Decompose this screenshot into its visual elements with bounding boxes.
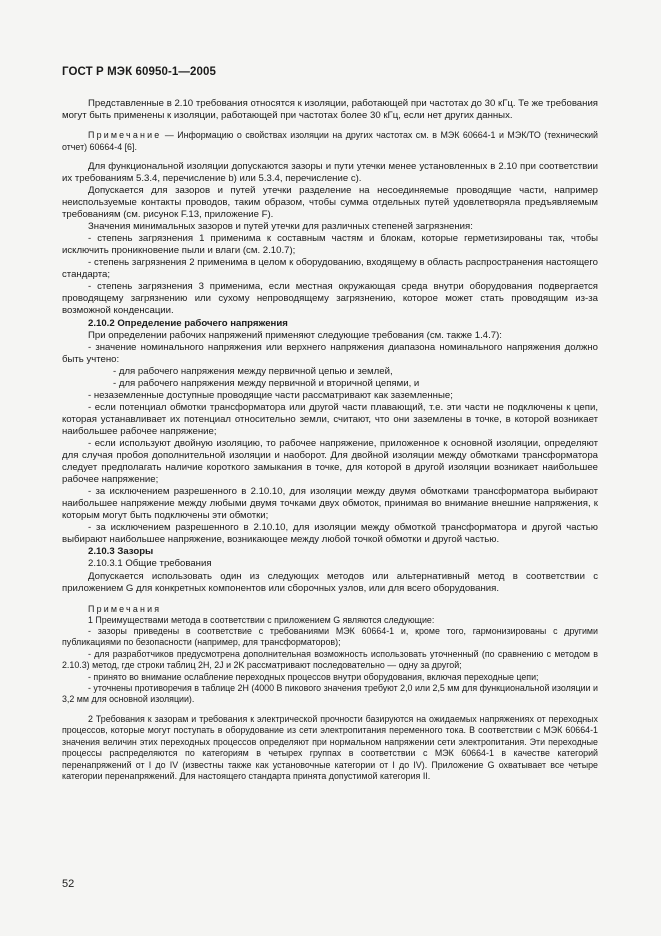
paragraph: Представленные в 2.10 требования относятся к изоляции, работающей при частотах до 30 кГц. Те же требования могут быть применены к изоляции, работающей при частотах более 30 кГц, если нет других данных. [62, 98, 598, 122]
note-item: - зазоры приведены в соответствие с требованиями МЭК 60664-1 и, кроме того, гармонизированы с другими публикациями по безопасности (например, для трансформаторов); [62, 626, 598, 648]
sub-list-item: - для рабочего напряжения между первичной цепью и землей, [113, 365, 393, 377]
list-item: - степень загрязнения 3 применима, если местная окружающая среда внутри оборудования подвергается проводящему загрязнению или сухому непроводящему загрязнению, которое может стать проводящим из-за возможной конденсации. [62, 281, 598, 317]
note [62, 130, 598, 153]
notes-title: Примечания [88, 603, 162, 614]
subsection-heading: 2.10.3.1 Общие требования [88, 558, 212, 570]
note-item: 1 Преимуществами метода в соответствии с приложением G являются следующие: [88, 614, 435, 625]
paragraph: Значения минимальных зазоров и путей утечки для различных степеней загрязнения: [88, 221, 473, 233]
list-item: - степень загрязнения 1 применима к составным частям и блокам, которые герметизированы так, чтобы исключить проникновение пыли и влаги (см. 2.10.7); [62, 233, 598, 257]
page-number: 52 [62, 878, 75, 890]
list-item: - незаземленные доступные проводящие части рассматривают как заземленные; [88, 389, 453, 401]
list-item: - значение номинального напряжения или верхнего напряжения диапазона номинального напряжения должно быть учтено: [62, 341, 598, 365]
document-body [62, 98, 598, 782]
list-item: - за исключением разрешенного в 2.10.10, для изоляции между двумя обмотками трансформатора выбирают наибольшее напряжение между любыми двумя точками двух обмоток, принимая во внимание внешние напряжения, к которым могут быть подключены эти обмотки; [62, 486, 598, 522]
list-item: - если используют двойную изоляцию, то рабочее напряжение, приложенное к основной изоляции, определяют для случая пробоя дополнительной изоляции и наоборот. Для двойной изоляции между обмотками трансформатора следует предполагать наличие короткого замыкания в точке, для которой в другой изоляции возникает наибольшее рабочее напряжение; [62, 437, 598, 486]
section-heading: 2.10.3 Зазоры [88, 546, 154, 558]
note-item: - уточнены противоречия в таблице 2H (4000 В пикового значения требуют 2,0 или 2,5 мм для функциональной изоляции и 3,2 мм для основной изоляции). [62, 683, 598, 705]
document-header: ГОСТ Р МЭК 60950-1—2005 [62, 66, 216, 78]
note-item: 2 Требования к зазорам и требования к электрической прочности базируются на ожидаемых напряжениях от переходных процессов, которые могут поступать в оборудование из сети электропитания переменного тока. В соответствии с МЭК 60664-1 значения величин этих переходных процессов определяют при нормальном напряжении сети электропитания. Эти переходные процессы распределяются по категориям в четырех группах в соответствии с МЭК 60664-1 в качестве категорий перенапряжений от I до IV (известны также как установочные категории от I до IV). Приложение G охватывает все четыре категории перенапряжений. Для настоящего стандарта принята допустимой категория II. [62, 713, 598, 781]
list-item: - степень загрязнения 2 применима в целом к оборудованию, входящему в область распространения настоящего стандарта; [62, 257, 598, 281]
note-text: — Информацию о свойствах изоляции на других частотах см. в МЭК 60664-1 и МЭК/ТО (технический отчет) 60664-4 [6]. [62, 130, 598, 152]
sub-list-item: - для рабочего напряжения между первичной и вторичной цепями, и [113, 377, 420, 389]
paragraph: Для функциональной изоляции допускаются зазоры и пути утечки менее установленных в 2.10 при соответствии их требованиям 5.3.4, перечисление b) или 5.3.4, перечисление с). [62, 160, 598, 184]
note-label: Примечание [88, 130, 162, 141]
paragraph: Допускается использовать один из следующих методов или альтернативный метод в соответствии с приложением G для конкретных компонентов или сборочных узлов, или для всего оборудования. [62, 570, 598, 594]
section-heading: 2.10.2 Определение рабочего напряжения [88, 317, 288, 329]
list-item: - за исключением разрешенного в 2.10.10, для изоляции между обмоткой трансформатора и другой частью выбирают наибольшее напряжение, возникающее между любой точкой обмотки и другой частью. [62, 522, 598, 546]
paragraph: При определении рабочих напряжений применяют следующие требования (см. также 1.4.7): [88, 329, 502, 341]
note-item: - принято во внимание ослабление переходных процессов внутри оборудования, включая переходные цепи; [88, 671, 539, 682]
paragraph: Допускается для зазоров и путей утечки разделение на несоединяемые проводящие части, например неиспользуемые контакты проводов, таким образом, чтобы сумма отдельных путей удовлетворяла предъявляемым требованиям (см. рисунок F.13, приложение F). [62, 185, 598, 221]
list-item: - если потенциал обмотки трансформатора или другой части плавающий, т.е. эти части не подключены к цепи, которая устанавливает их потенциал относительно земли, считают, что они заземлены в точке, в которой возникает наибольшее рабочее напряжение; [62, 401, 598, 437]
note-item: - для разработчиков предусмотрена дополнительная возможность использовать уточненный (по сравнению с методом в 2.10.3) метод, где строки таблиц 2H, 2J и 2K рассматривают последовательно — одну за другой; [62, 648, 598, 671]
